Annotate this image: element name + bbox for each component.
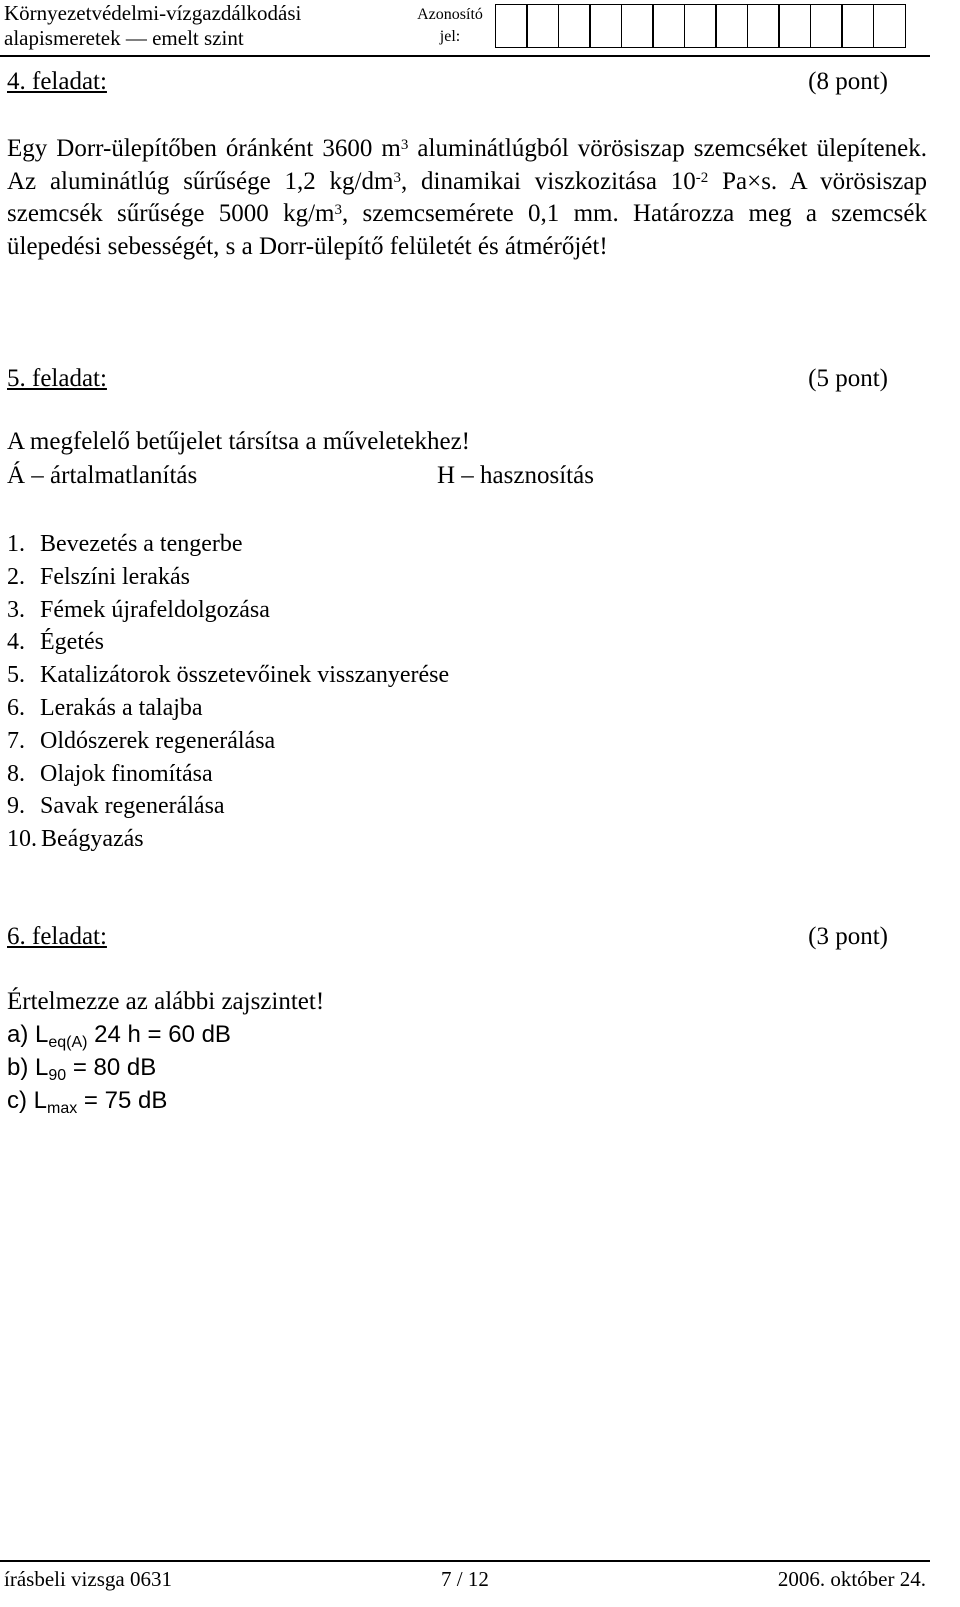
footer-date: 2006. október 24. — [777, 1567, 926, 1591]
id-label-line2: jel: — [439, 28, 461, 45]
id-box[interactable] — [873, 4, 906, 48]
list-item: 10. Beágyazás — [7, 826, 144, 853]
id-box[interactable] — [841, 4, 874, 48]
id-box[interactable] — [684, 4, 717, 48]
list-item: 7. Oldószerek regenerálása — [7, 727, 276, 754]
task6-points: (3 pont) — [808, 923, 888, 950]
id-label-line1: Azonosító — [417, 6, 483, 23]
header-subject-line2: alapismeretek — emelt szint — [4, 26, 244, 50]
header-subject-line1: Környezetvédelmi-vízgazdálkodási — [4, 1, 302, 25]
header-rule — [0, 55, 930, 57]
noise-level-c: c) $L_{max} = 75$ dB — [7, 1087, 168, 1117]
task5-title: 5. feladat: — [7, 365, 107, 392]
footer-exam-code: írásbeli vizsga 0631 — [4, 1567, 172, 1591]
id-box[interactable] — [810, 4, 843, 48]
task6-instruction: Értelmezze az alábbi zajszintet! — [7, 988, 325, 1015]
footer-page-number: 7 / 12 — [441, 1567, 489, 1591]
list-item: 8. Olajok finomítása — [7, 760, 213, 787]
id-box[interactable] — [747, 4, 780, 48]
list-item: 1. Bevezetés a tengerbe — [7, 531, 243, 557]
id-box[interactable] — [715, 4, 748, 48]
list-item: 3. Fémek újrafeldolgozása — [7, 596, 270, 623]
list-item: 5. Katalizátorok összetevőinek visszanyerése — [7, 662, 450, 689]
legend-artalmatlanitas: Á – ártalmatlanítás — [7, 462, 198, 489]
id-code-boxes — [496, 4, 906, 48]
noise-level-b: b) $L_{90} = 80$ dB — [7, 1054, 157, 1084]
list-item: 4. Égetés — [7, 629, 104, 656]
task4-title: 4. feladat: — [7, 68, 107, 95]
list-item: 9. Savak regenerálása — [7, 793, 225, 820]
id-box[interactable] — [589, 4, 622, 48]
id-box[interactable] — [558, 4, 591, 48]
task6-title: 6. feladat: — [7, 923, 107, 950]
noise-level-a: a) $L_{eq(A)}$ 24 h = 60 dB — [7, 1021, 231, 1051]
task4-text: Egy Dorr-ülepítőben óránként 3600 $m^3$ aluminátlúgból vörösiszap szemcséket ülepítenek. Az aluminátlúg sűrűsége 1,2 $kg/dm^3$, dinamikai viszkozitása $10^{-2}$ Pa×s. A vörösiszap szemcsék sűrűsége 5000 $kg/m^3$, szemcsemérete 0,1 mm. Határozza meg a szemcsék ülepedési sebességét, s a Dorr-ülepítő felületét és átmérőjét! — [7, 135, 928, 260]
id-box[interactable] — [778, 4, 811, 48]
operations-list — [7, 528, 449, 856]
id-box[interactable] — [495, 4, 528, 48]
legend-hasznositas: H – hasznosítás — [437, 462, 594, 489]
footer-rule — [0, 1560, 930, 1562]
task5-instruction: A megfelelő betűjelet társítsa a műveletekhez! — [7, 428, 471, 455]
list-item: 6. Lerakás a talajba — [7, 694, 203, 721]
task4-points: (8 pont) — [808, 68, 888, 95]
id-box[interactable] — [621, 4, 654, 48]
id-box[interactable] — [526, 4, 559, 48]
task5-points: (5 pont) — [808, 365, 888, 392]
list-item: 2. Felszíni lerakás — [7, 563, 190, 590]
id-box[interactable] — [652, 4, 685, 48]
